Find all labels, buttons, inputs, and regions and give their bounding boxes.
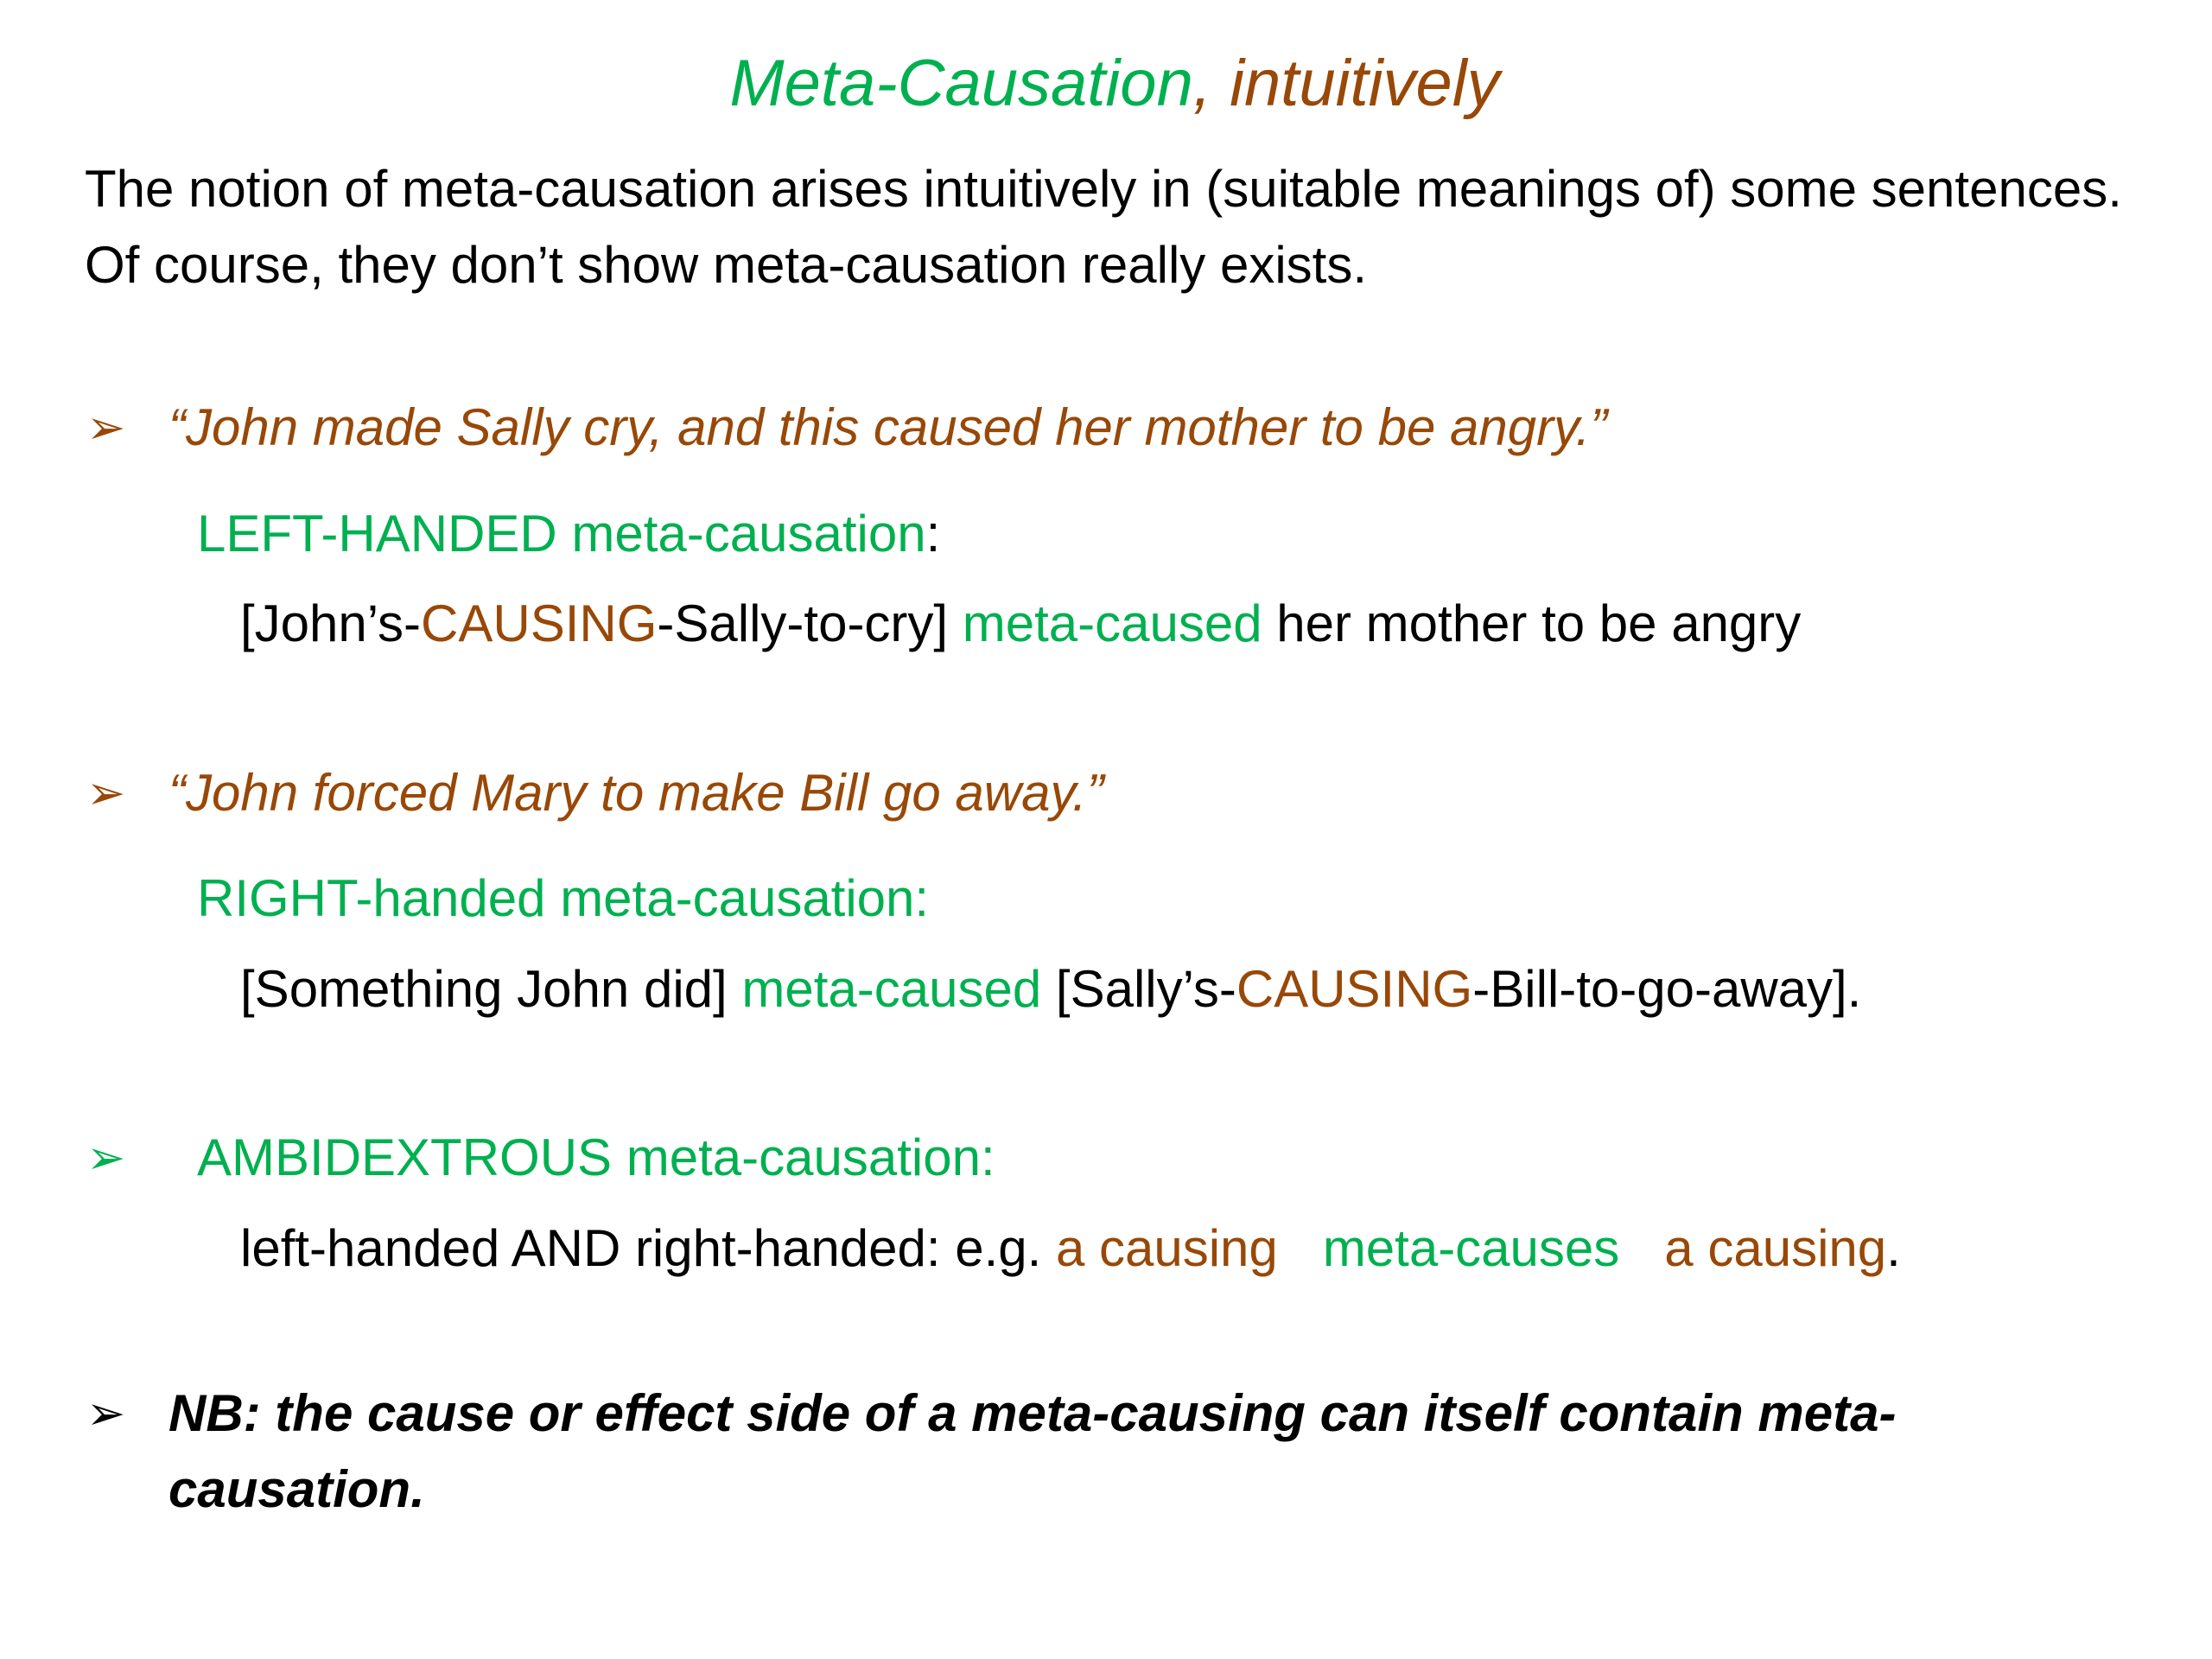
- example2-formula-a: [Something John did]: [240, 960, 742, 1018]
- example2-formula-e: -Bill-to-go-away].: [1472, 960, 1862, 1018]
- example1-formula-e: her mother to be angry: [1262, 594, 1802, 652]
- slide-title: [0, 45, 2212, 123]
- bullet-arrow-icon: ➢: [86, 1132, 126, 1184]
- example1-formula-b: CAUSING: [421, 594, 658, 652]
- example3-formula-c: meta-causes: [1322, 1219, 1620, 1277]
- example1-label: [197, 499, 940, 569]
- example1-formula-a: [John’s-: [240, 594, 422, 652]
- bullet-arrow-icon: ➢: [86, 1388, 126, 1440]
- example3-formula-e: .: [1886, 1219, 1901, 1277]
- intro-paragraph: The notion of meta-causation arises intuitively in (suitable meanings of) some sentences. Of course, they don’t show meta-causation really exists.: [85, 160, 2122, 294]
- example2-quote: “John forced Mary to make Bill go away.”: [168, 764, 1104, 822]
- example1-formula-d: meta-caused: [962, 594, 1262, 652]
- example1-formula: [240, 589, 1801, 658]
- bullet-arrow-icon: ➢: [86, 402, 126, 454]
- example3-formula-a: left-handed AND right-handed: e.g.: [240, 1219, 1056, 1277]
- nb-note: NB: the cause or effect side of a meta-causing can itself contain meta-causation.: [168, 1384, 1897, 1518]
- bullet-arrow-icon: ➢: [86, 767, 126, 819]
- example3-formula: [240, 1214, 1901, 1283]
- example1-label-colon: :: [925, 505, 941, 563]
- example1-formula-c: -Sally-to-cry]: [657, 594, 963, 652]
- example2-label: RIGHT-handed meta-causation:: [197, 869, 930, 927]
- example2-formula-d: CAUSING: [1236, 960, 1473, 1018]
- example2-formula: [240, 955, 1861, 1024]
- title-part-1: Meta-Causation: [729, 47, 1193, 120]
- example1-quote: “John made Sally cry, and this caused her mother to be angry.”: [168, 398, 1608, 456]
- example3-formula-b: a causing: [1055, 1219, 1278, 1277]
- example1-label-text: LEFT-HANDED meta-causation: [197, 505, 926, 563]
- example2-formula-c: [Sally’s-: [1041, 960, 1236, 1018]
- example3-formula-d: a causing: [1664, 1219, 1887, 1277]
- example3-label: AMBIDEXTROUS meta-causation:: [197, 1128, 995, 1186]
- example2-formula-b: meta-caused: [741, 960, 1042, 1018]
- title-part-2: , intuitively: [1192, 47, 1500, 120]
